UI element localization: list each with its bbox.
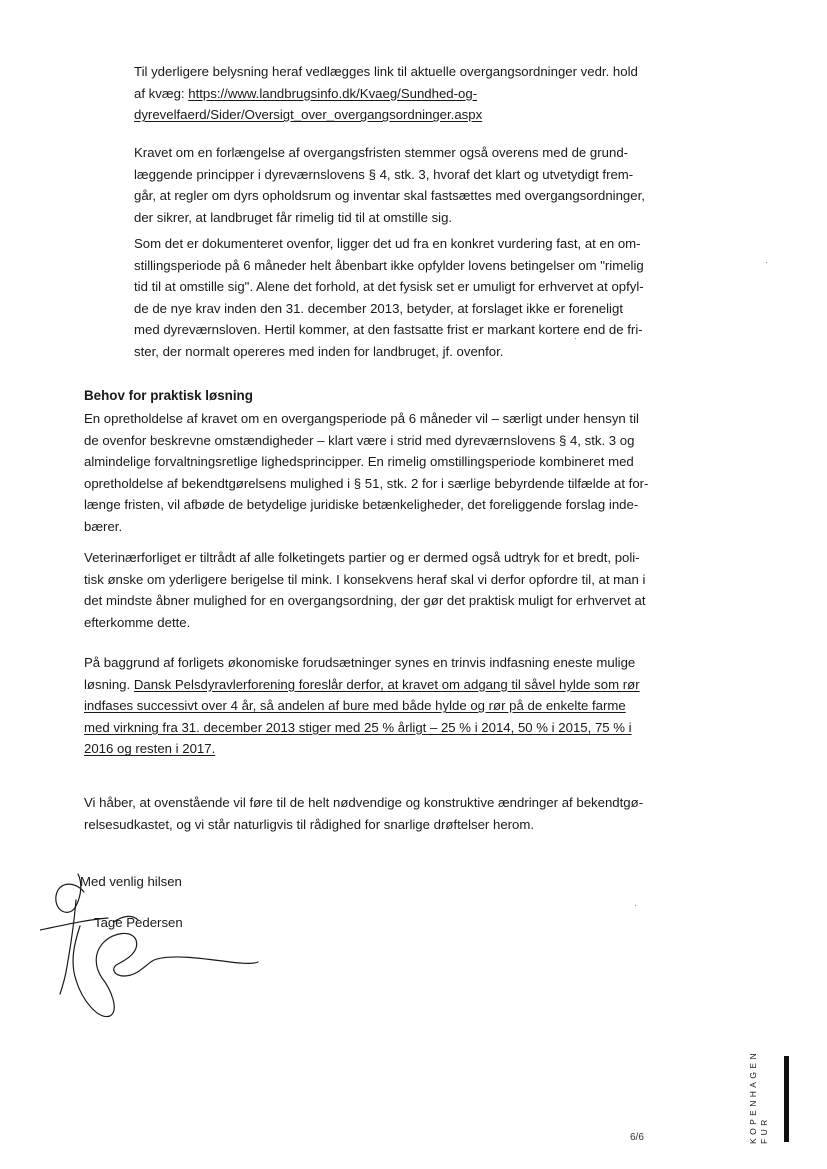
- paragraph-closing-remarks: [84, 792, 654, 835]
- signatory-name: Tage Pedersen: [94, 915, 183, 930]
- text-line: relsesudkastet, og vi står naturligvis til rådighed for snarlige drøftelser herom.: [84, 816, 535, 832]
- kopenhagen-fur-logo: [748, 1052, 798, 1144]
- brand-bar: [784, 1056, 789, 1142]
- paragraph-kravet: [134, 142, 654, 228]
- text-line: læggende principper i dyreværnslovens § 4, stk. 3, hvoraf det klart og utvetydigt frem-: [134, 166, 634, 182]
- text-line: [134, 83, 654, 105]
- underlined-proposal-line: 2016 og resten i 2017.: [84, 741, 216, 757]
- text-line: almindelige forvaltningsretlige lighedsprincipper. En rimelig omstillingsperiode kombineret med: [84, 454, 634, 470]
- text-line: Vi håber, at ovenstående vil føre til de helt nødvendige og konstruktive ændringer af bekendtgø-: [84, 795, 644, 810]
- underlined-proposal: Dansk Pelsdyravlerforening foreslår derfor, at kravet om adgang til såvel hylde som rør: [133, 676, 640, 692]
- text-line: bærer.: [84, 518, 123, 534]
- paragraph-veterinaerforlig: [84, 547, 654, 633]
- text-line: det mindste åbner mulighed for en overgangsordning, der gør det praktisk muligt for erhvervet at: [84, 593, 646, 609]
- underlined-proposal-line: med virkning fra 31. december 2013 stiger med 25 % årligt – 25 % i 2014, 50 % i 2015, 75 % i: [84, 719, 632, 735]
- page-number: 6/6: [630, 1132, 644, 1143]
- text-fragment: løsning.: [84, 676, 134, 692]
- scan-speck: [635, 905, 636, 906]
- section-heading: Behov for praktisk løsning: [84, 388, 253, 403]
- url-link[interactable]: https://www.landbrugsinfo.dk/Kvaeg/Sundhed-og-: [188, 85, 478, 101]
- text-line: Kravet om en forlængelse af overgangsfristen stemmer også overens med de grund-: [134, 145, 629, 160]
- brand-line: FUR: [759, 1116, 769, 1144]
- text-line: ster, der normalt opereres med inden for landbruget, jf. ovenfor.: [134, 343, 504, 359]
- handwritten-signature: [40, 860, 280, 1030]
- text-line: de ovenfor beskrevne omstændigheder – klart være i strid med dyreværnslovens § 4, stk. 3 og: [84, 432, 635, 448]
- text-line: En opretholdelse af kravet om en overgangsperiode på 6 måneder vil – særligt under hensyn til: [84, 411, 639, 426]
- scan-speck: [575, 338, 576, 339]
- text-line: [84, 674, 654, 696]
- url-link-continued[interactable]: dyrevelfaerd/Sider/Oversigt_over_overgangsordninger.aspx: [134, 107, 483, 123]
- brand-line: KOPENHAGEN: [748, 1050, 758, 1144]
- text-line: opretholdelse af bekendtgørelsens mulighed i § 51, stk. 2 for i særlige bebyrdende tilfælde at for-: [84, 475, 649, 491]
- text-line: På baggrund af forligets økonomiske forudsætninger synes en trinvis indfasning eneste mulige: [84, 655, 636, 670]
- intro-paragraph: [134, 61, 654, 126]
- text-line: der sikrer, at landbruget får rimelig tid til at omstille sig.: [134, 209, 453, 225]
- text-line: med dyreværnsloven. Hertil kommer, at den fastsatte frist er markant kortere end de fri-: [134, 322, 643, 338]
- text-fragment: af kvæg:: [134, 85, 189, 101]
- text-line: Veterinærforliget er tiltrådt af alle folketingets partier og er dermed også udtryk for et bredt, poli-: [84, 550, 640, 565]
- text-line: Som det er dokumenteret ovenfor, ligger det ud fra en konkret vurdering fast, at en om-: [134, 236, 641, 251]
- text-line: efterkomme dette.: [84, 614, 191, 630]
- text-line: går, at regler om dyrs opholdsrum og inventar skal fastsættes med overgangsordninger,: [134, 188, 645, 204]
- text-line: de de nye krav inden den 31. december 2013, betyder, at forslaget ikke er foreneligt: [134, 300, 623, 316]
- text-line: tid til at omstille sig". Alene det forhold, at det fysisk set er umuligt for erhvervet at opfyl-: [134, 279, 644, 295]
- scan-speck: [766, 262, 767, 263]
- paragraph-opretholdelse: [84, 408, 654, 538]
- text-line: længe fristen, vil afbøde de betydelige juridiske betænkeligheder, det foreliggende forslag inde-: [84, 497, 639, 513]
- text-line: stillingsperiode på 6 måneder helt åbenbart ikke opfylder lovens betingelser om "rimelig: [134, 257, 644, 273]
- brand-wordmark: [748, 1052, 782, 1144]
- underlined-proposal-line: indfases successivt over 4 år, så andelen af bure med både hylde og rør på de enkelte farme: [84, 698, 626, 714]
- closing-greeting: Med venlig hilsen: [80, 874, 182, 889]
- text-line: Til yderligere belysning heraf vedlægges link til aktuelle overgangsordninger vedr. hold: [134, 64, 638, 79]
- text-line: tisk ønske om yderligere berigelse til mink. I konsekvens heraf skal vi derfor opfordre til, at man i: [84, 571, 646, 587]
- paragraph-baggrund: [84, 652, 654, 760]
- paragraph-dokumenteret: [134, 233, 654, 363]
